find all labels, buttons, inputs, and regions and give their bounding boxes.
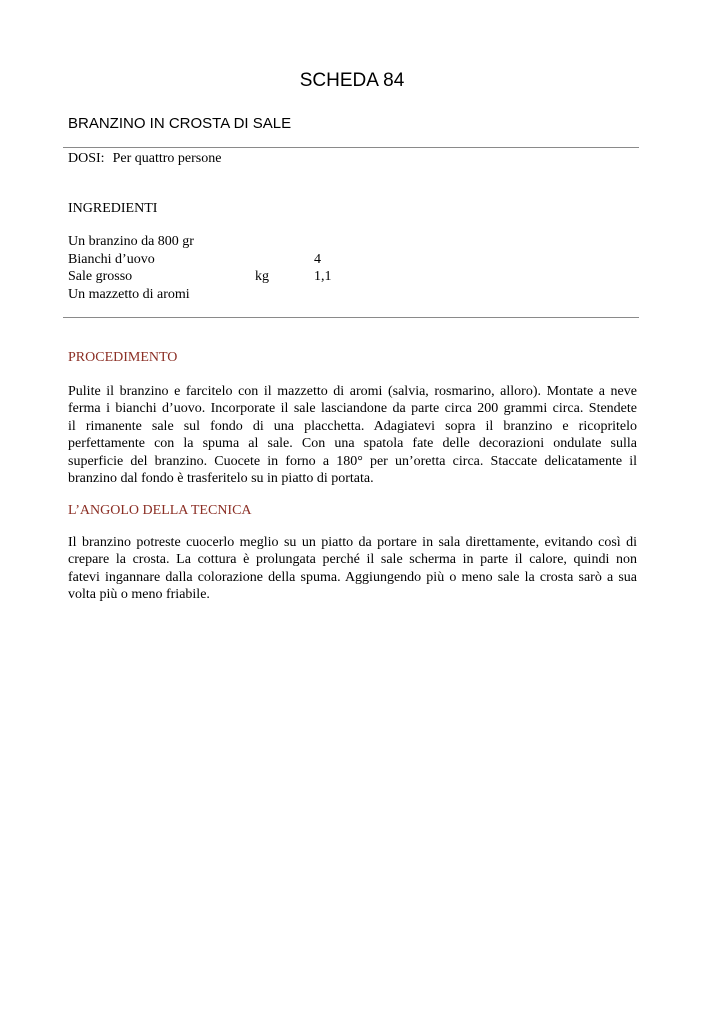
technique-line: volta più o meno friabile. [68, 587, 210, 603]
procedure-line: il rimanente sale sul fondo di una placchetta. Adagiatevi sopra il branzino e ricopritelo [68, 418, 637, 434]
procedure-line: perfettamente con la spuma al sale. Con una spatola fate delle decorazioni ondulate sulla [68, 436, 637, 452]
recipe-title: BRANZINO IN CROSTA DI SALE [68, 115, 292, 132]
ingredient-row [68, 286, 468, 304]
ingredient-row [68, 233, 468, 251]
procedure-line: branzino dal fondo è trasferitelo su in piatto di portata. [68, 471, 374, 487]
ingredients-heading: INGREDIENTI [68, 201, 158, 216]
procedure-heading: PROCEDIMENTO [68, 350, 178, 365]
ingredients-list [68, 233, 468, 303]
technique-line: Il branzino potreste cuocerlo meglio su un piatto da portare in sala direttamente, evitando così di [68, 535, 637, 550]
ingredient-name: Un branzino da 800 gr [68, 234, 194, 249]
procedure-line: Pulite il branzino e farcitelo con il mazzetto di aromi (salvia, rosmarino, alloro). Montate a neve [68, 384, 637, 399]
doses-line [68, 150, 221, 167]
top-divider [63, 147, 639, 148]
technique-line: fatevi ingannare dalla colorazione della spuma. Aggiungendo più o meno sale la crosta sarò a sua [68, 569, 637, 585]
technique-line: crepare la crosta. La cottura è prolungata perché il sale scherma in parte il calore, quindi non [68, 552, 637, 568]
sheet-title-text: SCHEDA 84 [299, 70, 405, 91]
sheet-title [0, 69, 724, 93]
technique-heading: L’ANGOLO DELLA TECNICA [68, 503, 252, 518]
ingredient-quantity: 4 [314, 251, 321, 267]
ingredient-row [68, 251, 468, 269]
procedure-line: ferma i bianchi d’uovo. Incorporate il sale lasciandone da parte circa 200 grammi circa. Stendete [68, 401, 637, 417]
procedure-text [68, 383, 637, 487]
ingredient-name: Bianchi d’uovo [68, 251, 155, 267]
ingredient-name: Sale grosso [68, 269, 133, 284]
technique-text [68, 534, 637, 604]
ingredient-unit: kg [255, 269, 269, 284]
bottom-divider [63, 317, 639, 318]
doses-value: Per quattro persone [112, 151, 222, 166]
procedure-line: superficie del branzino. Cuocete in forno a 180° per un’oretta circa. Staccate delicatamente il [68, 453, 637, 469]
doses-label: DOSI: [68, 151, 105, 166]
ingredient-row [68, 268, 468, 286]
ingredient-quantity: 1,1 [314, 269, 332, 284]
ingredient-name: Un mazzetto di aromi [68, 286, 190, 302]
